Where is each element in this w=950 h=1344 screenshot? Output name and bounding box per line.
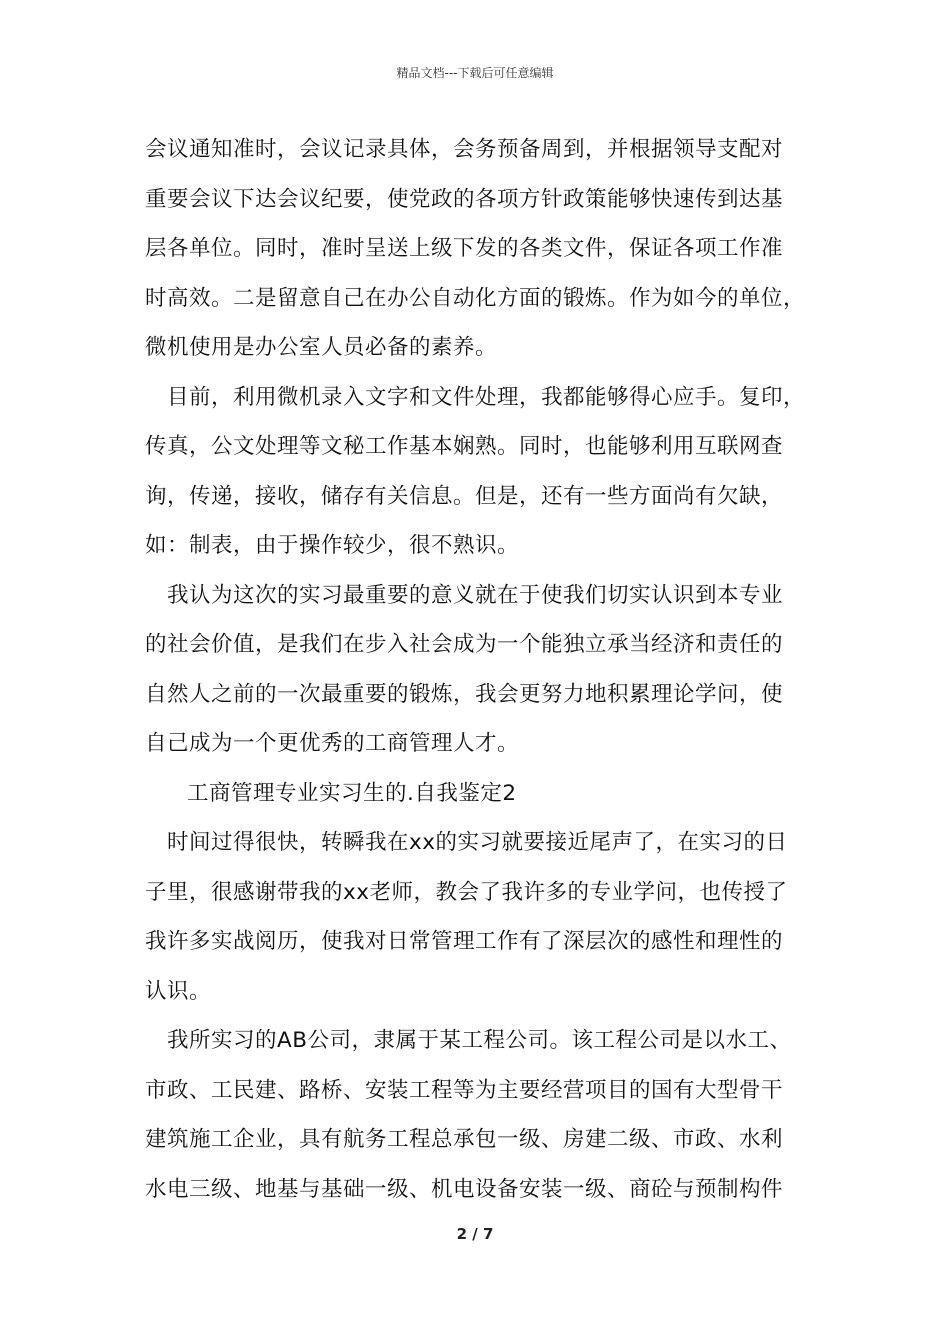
page-header: 精品文档---下载后可任意编辑 [396,66,554,80]
text-line: 自己成为一个更优秀的工商管理人才。 [145,731,520,756]
text-line: 询，传递，接收，储存有关信息。但是，还有一些方面尚有欠缺， [145,483,784,509]
text-line: 时高效。二是留意自己在办公自动化方面的锻炼。作为如今的单位， [145,285,806,311]
body-text [145,125,825,1214]
text-line: 目前，利用微机录入文字和文件处理，我都能够得心应手。复印， [167,384,806,410]
section-heading: 工商管理专业实习生的.自我鉴定2 [187,780,517,806]
text-line: 认识。 [145,978,212,1004]
text-line: 我许多实战阅历，使我对日常管理工作有了深层次的感性和理性的 [145,929,784,954]
text-line: 重要会议下达会议纪要，使党政的各项方针政策能够快速传到达基 [145,186,784,212]
text-line: 传真，公文处理等文秘工作基本娴熟。同时，也能够利用互联网查 [145,434,784,459]
text-line: 微机使用是办公室人员必备的素养。 [145,335,498,360]
text-line: 市政、工民建、路桥、安装工程等为主要经营项目的国有大型骨干 [145,1077,784,1103]
text-line: 子里，很感谢带我的xx老师，教会了我许多的专业学问，也传授了 [145,879,788,905]
text-line: 水电三级、地基与基础一级、机电设备安装一级、商砼与预制构件 [145,1176,784,1202]
text-line: 建筑施工企业，具有航务工程总承包一级、房建二级、市政、水利 [145,1127,784,1152]
text-line: 的社会价值，是我们在步入社会成为一个能独立承当经济和责任的 [145,632,784,657]
page-number: 2 / 7 [456,1225,494,1243]
text-line: 自然人之前的一次最重要的锻炼，我会更努力地积累理论学问，使 [145,681,784,707]
text-line: 我所实习的AB公司，隶属于某工程公司。该工程公司是以水工、 [167,1028,792,1053]
text-line: 会议通知准时，会议记录具体，会务预备周到，并根据领导支配对 [145,137,784,162]
text-line: 时间过得很快，转瞬我在xx的实习就要接近尾声了，在实习的日 [167,830,788,855]
text-line: 层各单位。同时，准时呈送上级下发的各类文件，保证各项工作准 [145,236,784,261]
text-line: 如：制表，由于操作较少，很不熟识。 [145,533,520,558]
text-line: 我认为这次的实习最重要的意义就在于使我们切实认识到本专业 [167,582,784,608]
